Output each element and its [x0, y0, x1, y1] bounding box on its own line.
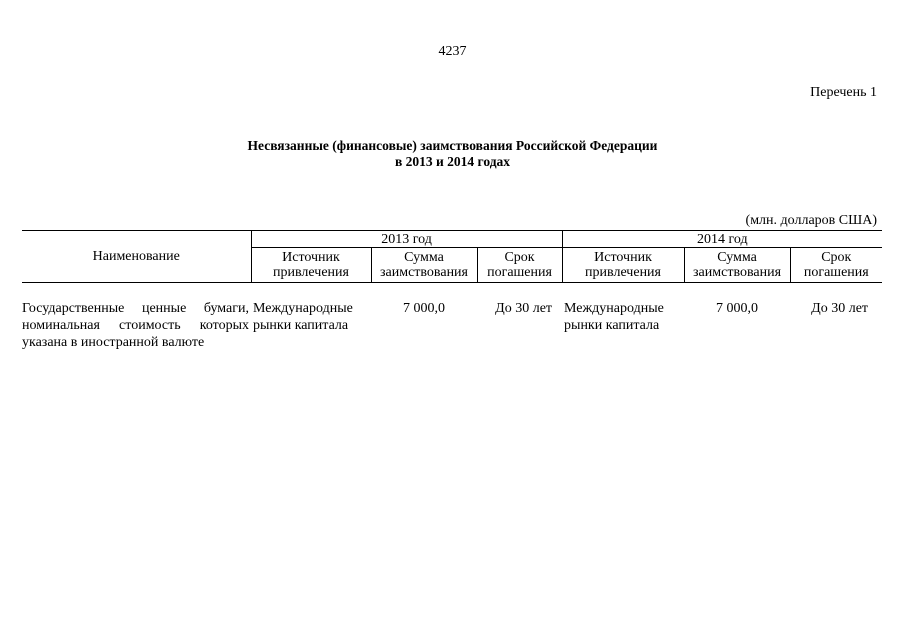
header-term-line2: погашения: [803, 265, 869, 280]
header-term-2014: [790, 248, 882, 283]
header-amount-line2: заимствования: [379, 265, 468, 280]
row-source-2013: [251, 300, 371, 351]
title-line-2: в 2013 и 2014 годах: [394, 154, 511, 169]
units-note: (млн. долларов США): [745, 213, 877, 228]
row-source-line1: Международные: [564, 301, 664, 316]
row-amount-2014: 7 000,0: [716, 301, 759, 316]
list-label: Перечень 1: [810, 85, 877, 100]
header-term-line2: погашения: [487, 265, 552, 280]
row-source-line2: рынки капитала: [253, 318, 349, 333]
header-amount-line1: Сумма: [404, 250, 444, 265]
document-title: [0, 138, 905, 170]
header-amount-line1: Сумма: [717, 250, 757, 265]
row-source-2014: [562, 300, 684, 351]
header-year-2013: 2013 год: [251, 231, 562, 248]
header-source-line1: Источник: [594, 250, 652, 265]
row-source-line2: рынки капитала: [564, 318, 660, 333]
row-name-line1: Государственные ценные бумаги,: [22, 301, 249, 316]
row-term-2013: До 30 лет: [495, 301, 553, 316]
header-source-line2: привлечения: [585, 265, 661, 280]
row-name-line3: указана в иностранной валюте: [22, 335, 205, 350]
row-amount-2013: 7 000,0: [403, 301, 445, 316]
header-source-line2: привлечения: [273, 265, 349, 280]
title-line-1: Несвязанные (финансовые) заимствования Российской Федерации: [247, 138, 658, 153]
row-source-line1: Международные: [253, 301, 353, 316]
header-amount-2014: [684, 248, 790, 283]
row-name-line2: номинальная стоимость которых: [22, 318, 249, 333]
header-amount-2013: [371, 248, 477, 283]
header-amount-line2: заимствования: [693, 265, 782, 280]
header-source-2013: [251, 248, 371, 283]
header-name: Наименование: [22, 231, 251, 283]
header-source-line1: Источник: [282, 250, 340, 265]
header-term-line1: Срок: [821, 250, 852, 265]
page-number: 4237: [438, 44, 467, 59]
row-term-2014: До 30 лет: [811, 301, 869, 316]
header-term-2013: [477, 248, 562, 283]
borrowings-table: [22, 230, 882, 351]
header-year-2014: 2014 год: [562, 231, 882, 248]
header-source-2014: [562, 248, 684, 283]
table-row: [22, 300, 882, 351]
header-term-line1: Срок: [504, 250, 535, 265]
row-name: [22, 300, 251, 351]
